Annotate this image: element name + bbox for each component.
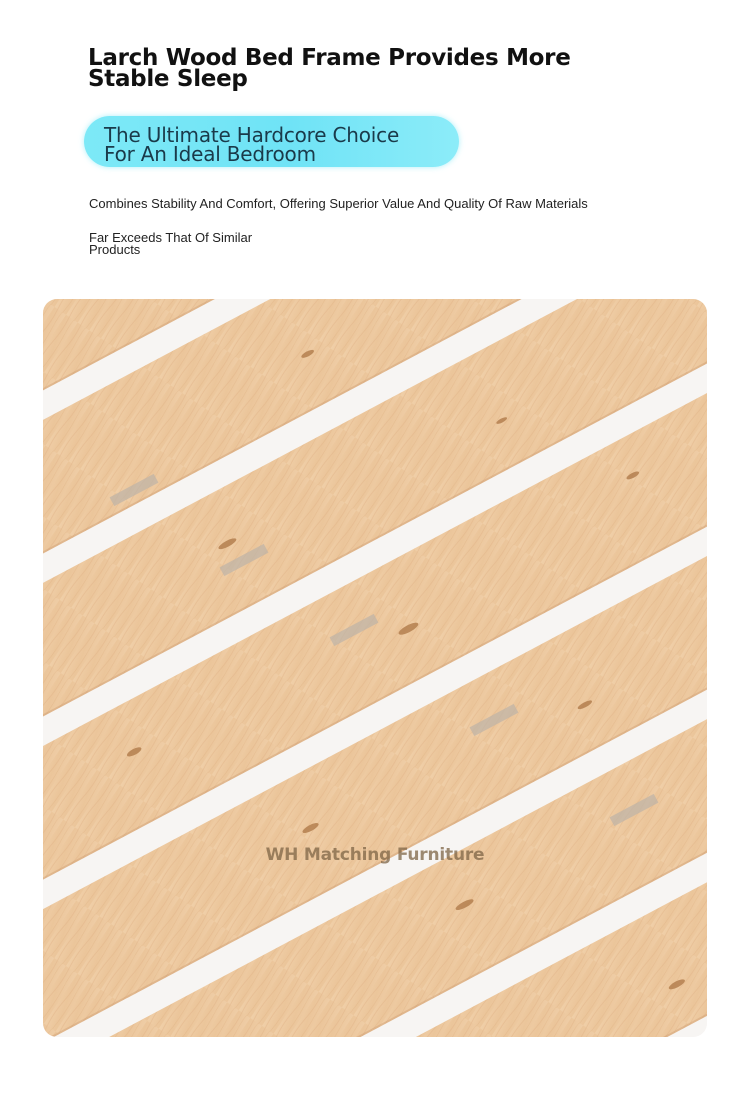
- page-heading: [88, 45, 608, 92]
- highlight-badge-text: [104, 123, 400, 166]
- wood-slats-image: [43, 299, 707, 1037]
- heading-line-2: Stable Sleep: [88, 66, 248, 92]
- bed-slats-photo: [43, 299, 707, 1037]
- watermark-text: WH Matching Furniture: [265, 845, 485, 865]
- description-line-2: [89, 232, 252, 256]
- description-line-2b: Products: [89, 242, 141, 257]
- badge-line-2: For An Ideal Bedroom: [104, 142, 316, 166]
- description-line-1: Combines Stability And Comfort, Offering Superior Value And Quality Of Raw Materials: [89, 196, 588, 211]
- heading-line-1: Larch Wood Bed Frame Provides More: [88, 45, 571, 71]
- badge-line-1: The Ultimate Hardcore Choice: [104, 123, 400, 147]
- description-line-2a: Far Exceeds That Of Similar: [89, 230, 253, 245]
